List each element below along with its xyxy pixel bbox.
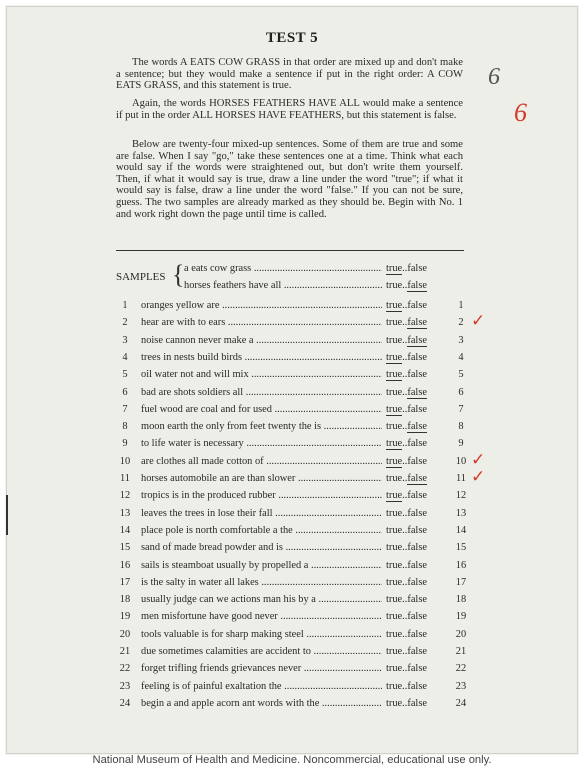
question-row (116, 421, 476, 435)
question-row (116, 300, 476, 314)
question-sentence: feeling is of painful exaltation the ..... (141, 681, 421, 692)
true-option[interactable]: true (386, 646, 403, 657)
question-number-right: 10 (455, 455, 467, 467)
true-option[interactable]: true (386, 300, 403, 311)
false-option[interactable]: false (407, 300, 427, 311)
true-false-choice[interactable] (382, 352, 456, 363)
question-sentence: leaves the trees in lose their fall ..... (141, 508, 421, 519)
false-option[interactable]: false (407, 524, 427, 536)
instructions-paragraph-2: Again, the words HORSES FEATHERS HAVE ALL would make a sentence if put in the order ALL HORSES HAVE FEATHERS, but this statement is false. (116, 98, 463, 121)
true-option[interactable]: true (386, 559, 403, 571)
false-option[interactable]: false (407, 438, 427, 450)
instructions-paragraph-3: Below are twenty-four mixed-up sentences. Some of them are true and some are false. When I say "go," take these sentences one at a time. Think what each would say if the words were straightened out, but don't write them yourself. Then, if what it would say is true, draw a line under the word "true"; if what it would say is false, draw a line under the word "false." If you can not be sure, guess. The two samples are already marked as they should be. Begin with No. 1 and work right down the page until time is called. (116, 139, 463, 220)
true-false-choice[interactable] (382, 525, 456, 536)
question-number: 9 (122, 438, 128, 450)
question-number-right: 7 (458, 403, 464, 415)
false-option[interactable]: false (407, 263, 427, 274)
question-sentence: oil water not and will mix ..... (141, 369, 421, 380)
true-false-choice[interactable] (382, 663, 456, 674)
leader-dots: .. (402, 507, 408, 519)
leader-dots: .. (402, 524, 408, 536)
question-number: 11 (119, 473, 130, 484)
true-option[interactable]: true (386, 317, 403, 329)
true-option[interactable]: true (386, 680, 403, 692)
question-number: 6 (122, 386, 128, 398)
question-row (116, 352, 476, 366)
question-row (116, 369, 476, 383)
leader-dots: .. (402, 334, 408, 346)
leader-dots: .. (402, 317, 408, 329)
question-number: 22 (119, 663, 131, 675)
question-row (116, 629, 476, 643)
question-number-right: 15 (455, 542, 467, 554)
leader-dots: .. (402, 421, 408, 433)
red-check-mark: ✓ (471, 467, 486, 487)
question-number-right: 9 (458, 438, 464, 450)
true-option[interactable]: true (386, 334, 403, 346)
question-number: 3 (122, 334, 128, 346)
true-option[interactable]: true (386, 473, 403, 484)
true-false-choice[interactable] (382, 280, 456, 291)
question-number: 1 (122, 300, 128, 311)
false-option[interactable]: false (407, 386, 427, 398)
sample-sentence: a eats cow grass ..... (184, 263, 396, 274)
leader-dots: .. (402, 576, 408, 588)
question-number: 12 (119, 490, 131, 502)
true-false-choice[interactable] (382, 369, 456, 380)
question-row (116, 560, 476, 574)
true-false-choice[interactable] (382, 300, 456, 311)
question-row (116, 525, 476, 539)
question-number: 2 (122, 317, 128, 329)
question-number: 24 (119, 697, 131, 709)
false-option[interactable]: false (407, 317, 427, 329)
samples-brace: { (172, 260, 185, 289)
question-row (116, 698, 476, 712)
instructions-paragraph-1: The words A EATS COW GRASS in that order are mixed up and don't make a sentence; but they would make a sentence if put in the right order: A COW EATS GRASS, and this statement is true. (116, 57, 463, 92)
true-false-choice[interactable] (382, 456, 456, 467)
leader-dots: .. (402, 403, 408, 415)
true-false-choice[interactable] (382, 646, 456, 657)
question-row (116, 577, 476, 591)
true-false-choice[interactable] (382, 594, 456, 605)
leader-dots: .. (402, 351, 408, 363)
question-row (116, 594, 476, 608)
true-false-choice[interactable] (382, 560, 456, 571)
question-row (116, 438, 476, 452)
question-number-right: 2 (458, 317, 464, 329)
true-false-choice[interactable] (382, 681, 456, 692)
question-number: 14 (119, 524, 131, 536)
leader-dots: .. (402, 680, 408, 692)
true-option[interactable]: true (386, 455, 403, 467)
question-sentence: oranges yellow are ..... (141, 300, 421, 311)
samples-label: SAMPLES (116, 271, 166, 283)
question-row (116, 646, 476, 660)
question-row (116, 542, 476, 556)
false-option[interactable]: false (407, 542, 427, 554)
true-option[interactable]: true (386, 611, 403, 623)
question-number-right: 24 (455, 697, 467, 709)
true-false-choice[interactable] (382, 577, 456, 588)
leader-dots: .. (402, 594, 408, 606)
question-sentence: to life water is necessary ..... (141, 438, 421, 449)
false-option[interactable]: false (407, 490, 427, 502)
true-option[interactable]: true (386, 542, 403, 554)
false-option[interactable]: false (407, 507, 427, 519)
question-number-right: 17 (455, 576, 467, 588)
question-sentence: sails is steamboat usually by propelled a ..... (141, 560, 421, 571)
true-false-choice[interactable] (382, 387, 456, 398)
question-sentence: hear are with to ears ..... (141, 317, 421, 328)
false-option[interactable]: false (407, 697, 427, 709)
question-number-right: 18 (455, 594, 467, 606)
question-row (116, 449, 486, 470)
false-option[interactable]: false (407, 421, 427, 433)
true-option[interactable]: true (386, 628, 403, 640)
false-option[interactable]: false (407, 473, 427, 484)
false-option[interactable]: false (407, 680, 427, 692)
question-number: 17 (119, 576, 131, 588)
leader-dots: .. (402, 490, 408, 502)
question-number-right: 5 (458, 369, 464, 381)
question-row (116, 335, 476, 349)
question-number-right: 13 (455, 507, 467, 519)
false-option[interactable]: false (407, 559, 427, 571)
true-false-choice[interactable] (382, 508, 456, 519)
question-sentence: is the salty in water all lakes ..... (141, 577, 421, 588)
question-sentence: place pole is north comfortable a the ..... (141, 525, 421, 536)
leader-dots: .. (402, 263, 408, 274)
question-number: 23 (119, 680, 131, 692)
true-option[interactable]: true (386, 421, 403, 433)
true-false-choice[interactable] (382, 698, 456, 709)
question-number: 10 (119, 455, 131, 467)
question-sentence: moon earth the only from feet twenty the is ..... (141, 421, 421, 432)
question-sentence: sand of made bread powder and is ..... (141, 542, 421, 553)
question-number-right: 8 (458, 421, 464, 433)
question-sentence: usually judge can we actions man his by a ..... (141, 594, 421, 605)
true-option[interactable]: true (386, 576, 403, 588)
true-option[interactable]: true (386, 386, 403, 398)
question-number: 21 (119, 646, 131, 657)
question-row (116, 611, 476, 625)
question-row (116, 404, 476, 418)
question-number: 18 (119, 594, 131, 606)
leader-dots: .. (402, 628, 408, 640)
true-false-choice[interactable] (382, 404, 456, 415)
question-number: 7 (122, 403, 128, 415)
false-option[interactable]: false (407, 455, 427, 467)
question-sentence: trees in nests build birds ..... (141, 352, 421, 363)
question-sentence: tropics is in the produced rubber ..... (141, 490, 421, 501)
true-option[interactable]: true (386, 697, 403, 709)
true-option[interactable]: true (386, 507, 403, 519)
true-false-choice[interactable] (382, 629, 456, 640)
false-option[interactable]: false (407, 280, 427, 291)
true-false-choice[interactable] (382, 611, 456, 622)
false-option[interactable]: false (407, 334, 427, 346)
leader-dots: .. (402, 646, 408, 657)
true-option[interactable]: true (386, 490, 403, 502)
true-false-choice[interactable] (382, 490, 456, 501)
sample-row (116, 280, 476, 294)
question-number-right: 11 (455, 473, 466, 484)
question-number-right: 20 (455, 628, 467, 640)
pencil-score: 6 (488, 64, 500, 90)
question-number-right: 6 (458, 386, 464, 398)
true-option[interactable]: true (386, 351, 403, 363)
question-row (116, 681, 476, 695)
question-number-right: 3 (458, 334, 464, 346)
leader-dots: .. (402, 473, 408, 484)
true-option[interactable]: true (386, 594, 403, 606)
red-check-mark: ✓ (471, 449, 486, 470)
question-number: 13 (119, 507, 131, 519)
leader-dots: .. (402, 455, 408, 467)
true-option[interactable]: true (386, 663, 403, 675)
true-false-choice[interactable] (382, 542, 456, 553)
true-false-choice[interactable] (382, 317, 456, 328)
question-sentence: men misfortune have good never ..... (141, 611, 421, 622)
question-row (116, 467, 486, 487)
true-option[interactable]: true (386, 263, 403, 274)
question-number: 15 (119, 542, 131, 554)
false-option[interactable]: false (407, 646, 427, 657)
true-option[interactable]: true (386, 403, 403, 415)
true-false-choice[interactable] (382, 473, 456, 484)
question-sentence: begin a and apple acorn ant words with the ..... (141, 698, 421, 709)
question-number: 20 (119, 628, 131, 640)
divider-rule (116, 250, 464, 251)
question-number-right: 4 (458, 351, 464, 363)
question-sentence: due sometimes calamities are accident to ..... (141, 646, 421, 657)
question-number-right: 1 (458, 300, 464, 311)
false-option[interactable]: false (407, 594, 427, 606)
true-false-choice[interactable] (382, 263, 456, 274)
question-row (116, 663, 476, 677)
question-number-right: 22 (455, 663, 467, 675)
leader-dots: .. (402, 280, 408, 291)
false-option[interactable]: false (407, 369, 427, 381)
false-option[interactable]: false (407, 403, 427, 415)
question-sentence: tools valuable is for sharp making steel ..... (141, 629, 421, 640)
question-sentence: are clothes all made cotton of ..... (141, 456, 421, 467)
question-number: 19 (119, 611, 131, 623)
question-number: 4 (122, 351, 128, 363)
false-option[interactable]: false (407, 611, 427, 623)
leader-dots: .. (402, 663, 408, 675)
question-row (116, 311, 486, 332)
footer-credit: National Museum of Health and Medicine. Noncommercial, educational use only. (92, 754, 492, 766)
question-sentence: horses automobile an are than slower ..... (141, 473, 421, 484)
question-number-right: 23 (455, 680, 467, 692)
true-option[interactable]: true (386, 524, 403, 536)
leader-dots: .. (402, 542, 408, 554)
leader-dots: .. (402, 697, 408, 709)
question-number-right: 14 (455, 524, 467, 536)
true-false-choice[interactable] (382, 335, 456, 346)
question-number-right: 19 (455, 611, 467, 623)
true-option[interactable]: true (386, 369, 403, 381)
question-number-right: 21 (455, 646, 467, 657)
leader-dots: .. (402, 300, 408, 311)
binder-mark (6, 495, 8, 535)
leader-dots: .. (402, 559, 408, 571)
question-sentence: noise cannon never make a ..... (141, 335, 421, 346)
question-row (116, 387, 476, 401)
question-number: 8 (122, 421, 128, 433)
sample-sentence: horses feathers have all ..... (184, 280, 396, 291)
page-title: TEST 5 (265, 30, 319, 46)
true-option[interactable]: true (386, 438, 403, 450)
question-row (116, 508, 476, 522)
false-option[interactable]: false (407, 351, 427, 363)
question-number-right: 16 (455, 559, 467, 571)
true-false-choice[interactable] (382, 438, 456, 449)
red-score: 6 (514, 98, 527, 127)
leader-dots: .. (402, 369, 408, 381)
red-check-mark: ✓ (471, 311, 486, 332)
question-number: 16 (119, 559, 131, 571)
false-option[interactable]: false (407, 628, 427, 640)
false-option[interactable]: false (407, 576, 427, 588)
question-row (116, 490, 476, 504)
true-false-choice[interactable] (382, 421, 456, 432)
question-sentence: bad are shots soldiers all ..... (141, 387, 421, 398)
leader-dots: .. (402, 611, 408, 623)
leader-dots: .. (402, 438, 408, 450)
true-option[interactable]: true (386, 280, 403, 291)
question-sentence: fuel wood are coal and for used ..... (141, 404, 421, 415)
question-number-right: 12 (455, 490, 467, 502)
leader-dots: .. (402, 386, 408, 398)
sample-row (116, 263, 476, 277)
question-sentence: forget trifling friends grievances never ..... (141, 663, 421, 674)
question-number: 5 (122, 369, 128, 381)
false-option[interactable]: false (407, 663, 427, 675)
